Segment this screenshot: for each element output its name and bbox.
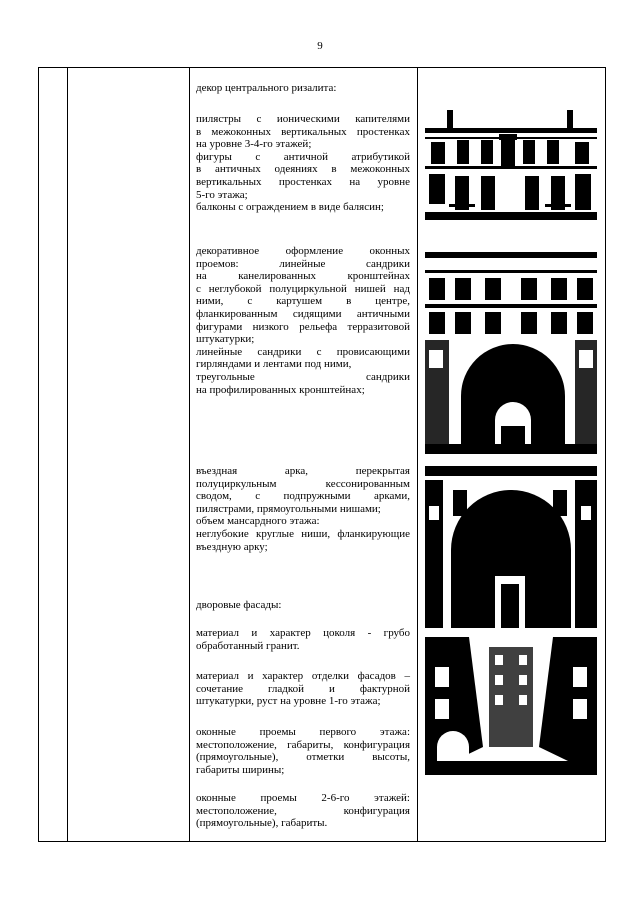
text-line: пилястры с ионическими капителями xyxy=(196,113,410,125)
text-block xyxy=(196,792,410,830)
text-line: сочетание гладкой и фактурной xyxy=(196,682,410,695)
text-line: проемов: линейные сандрики xyxy=(196,257,410,270)
text-line: оконные проемы первого этажа: xyxy=(196,726,410,738)
arch-upper-floors-photo xyxy=(425,466,597,628)
courtyard-facade-photo xyxy=(425,637,597,775)
text-line: дворовые фасады: xyxy=(196,599,282,611)
text-block xyxy=(196,599,410,612)
text-line: декоративное оформление оконных xyxy=(196,245,410,257)
text-line: (прямоугольные), габариты. xyxy=(196,817,328,830)
text-line: пилястрами, прямоугольными нишами; xyxy=(196,502,381,515)
text-line: материал и характер цоколя - грубо xyxy=(196,627,410,639)
column-divider xyxy=(67,68,68,841)
text-line: 5-го этажа; xyxy=(196,188,248,201)
text-line: декор центрального ризалита: xyxy=(196,82,337,94)
entrance-arch-photo xyxy=(425,340,597,454)
text-line: (прямоугольные), отметки высоты, xyxy=(196,751,410,764)
text-line: с неглубокой полуциркульной нишей над xyxy=(196,282,410,295)
text-line: на профилированных кронштейнах; xyxy=(196,383,365,396)
text-line: местоположение, габариты, конфигурация xyxy=(196,738,410,751)
text-line: оконные проемы 2-6-го этажей: xyxy=(196,792,410,804)
text-block xyxy=(196,726,410,776)
facade-pilasters-photo xyxy=(425,104,597,220)
text-block xyxy=(196,627,410,652)
text-line: фигурами низкого рельефа терразитовой xyxy=(196,320,410,333)
text-line: обработанный гранит. xyxy=(196,639,300,652)
text-line: местоположение, конфигурация xyxy=(196,804,410,817)
text-line: габариты ширины; xyxy=(196,763,285,776)
column-divider xyxy=(417,68,418,841)
text-line: сводом, с подпружными арками, xyxy=(196,490,410,503)
text-line: фигуры с античной атрибутикой xyxy=(196,150,410,163)
text-line: неглубокие круглые ниши, фланкирующие xyxy=(196,527,410,540)
text-line: въездная арка, перекрытая xyxy=(196,465,410,477)
text-line: в античных одеяниях в межоконных xyxy=(196,163,410,176)
text-block xyxy=(196,82,410,95)
text-line: на уровне 3-4-го этажей; xyxy=(196,138,312,151)
text-block xyxy=(196,465,410,553)
column-divider xyxy=(189,68,190,841)
text-line: гирляндами и лентами под ними, xyxy=(196,358,352,371)
text-block xyxy=(196,670,410,708)
window-sandriks-photo xyxy=(425,252,597,336)
text-block xyxy=(196,245,410,396)
page-number: 9 xyxy=(317,40,323,52)
text-line: ними, с картушем в центре, xyxy=(196,295,410,308)
text-line: балконы с ограждением в виде балясин; xyxy=(196,201,384,214)
text-line: въездную арку; xyxy=(196,540,268,553)
text-block xyxy=(196,113,410,214)
text-line: в межоконных вертикальных простенках xyxy=(196,125,410,138)
text-line: треугольные сандрики xyxy=(196,370,410,383)
text-line: фланкированным сидящими античными xyxy=(196,307,410,320)
text-line: материал и характер отделки фасадов – xyxy=(196,670,410,682)
text-line: линейные сандрики с провисающими xyxy=(196,345,410,358)
text-line: штукатурки; xyxy=(196,333,255,346)
text-line: объем мансардного этажа: xyxy=(196,515,320,528)
text-line: полуциркульным кессонированным xyxy=(196,477,410,490)
text-line: штукатурки, руст на уровне 1-го этажа; xyxy=(196,695,381,708)
text-line: вертикальных простенках на уровне xyxy=(196,175,410,188)
text-line: на канелированных кронштейнах xyxy=(196,270,410,283)
